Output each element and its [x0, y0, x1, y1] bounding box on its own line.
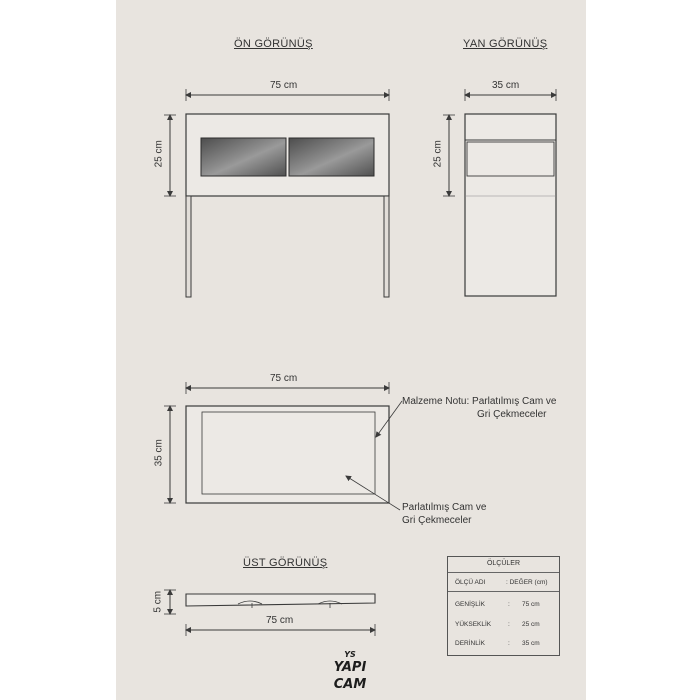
top-slab — [186, 594, 375, 606]
plan-view — [164, 382, 402, 510]
front-view-title: ÖN GÖRÜNÜŞ — [234, 38, 313, 50]
spec-header-value: : DEĞER (cm) — [506, 579, 548, 586]
spec-row-sep: : — [508, 601, 510, 608]
front-drawer-right — [289, 138, 374, 176]
plan-width-label: 75 cm — [270, 373, 298, 384]
brand-logo — [330, 650, 370, 698]
plan-table-top — [186, 406, 389, 503]
side-depth-label: 35 cm — [492, 80, 520, 91]
spec-row-value: 35 cm — [522, 640, 540, 647]
callout-line2: Gri Çekmeceler — [402, 515, 472, 526]
side-height-label: 25 cm — [432, 140, 444, 168]
spec-row-name: YÜKSEKLİK — [455, 621, 492, 628]
front-leg-right — [384, 196, 389, 297]
spec-table-title: ÖLÇÜLER — [486, 560, 521, 567]
logo-line2: CAM — [333, 677, 367, 692]
top-view-title: ÜST GÖRÜNÜŞ — [243, 557, 328, 569]
top-width-label: 75 cm — [266, 615, 294, 626]
callout-line1: Parlatılmış Cam ve — [402, 502, 487, 513]
side-body — [465, 114, 556, 296]
spec-row-value: 75 cm — [522, 601, 540, 608]
spec-row-name: GENİŞLİK — [455, 601, 485, 608]
spec-row-value: 25 cm — [522, 621, 540, 628]
material-note-line1: Parlatılmış Cam ve — [472, 396, 557, 407]
spec-row-sep: : — [508, 640, 510, 647]
side-view — [443, 89, 556, 296]
spec-table — [447, 556, 560, 656]
top-thickness-label: 5 cm — [152, 590, 164, 613]
front-view — [164, 89, 389, 297]
spec-row-sep: : — [508, 621, 510, 628]
material-note — [402, 396, 557, 408]
top-view — [164, 590, 375, 636]
spec-row-name: DERİNLİK — [455, 640, 485, 647]
material-note-label: Malzeme Notu: — [402, 396, 470, 407]
front-drawer-left — [201, 138, 286, 176]
logo-mark: YS — [344, 650, 356, 659]
material-note-line2: Gri Çekmeceler — [477, 409, 547, 420]
logo-line1: YAPI — [333, 660, 367, 675]
front-width-label: 75 cm — [270, 80, 298, 91]
side-view-title: YAN GÖRÜNÜŞ — [463, 38, 548, 50]
front-leg-left — [186, 196, 191, 297]
spec-header-name: ÖLÇÜ ADI — [455, 579, 486, 586]
plan-depth-label: 35 cm — [153, 439, 165, 467]
front-height-label: 25 cm — [153, 140, 165, 168]
